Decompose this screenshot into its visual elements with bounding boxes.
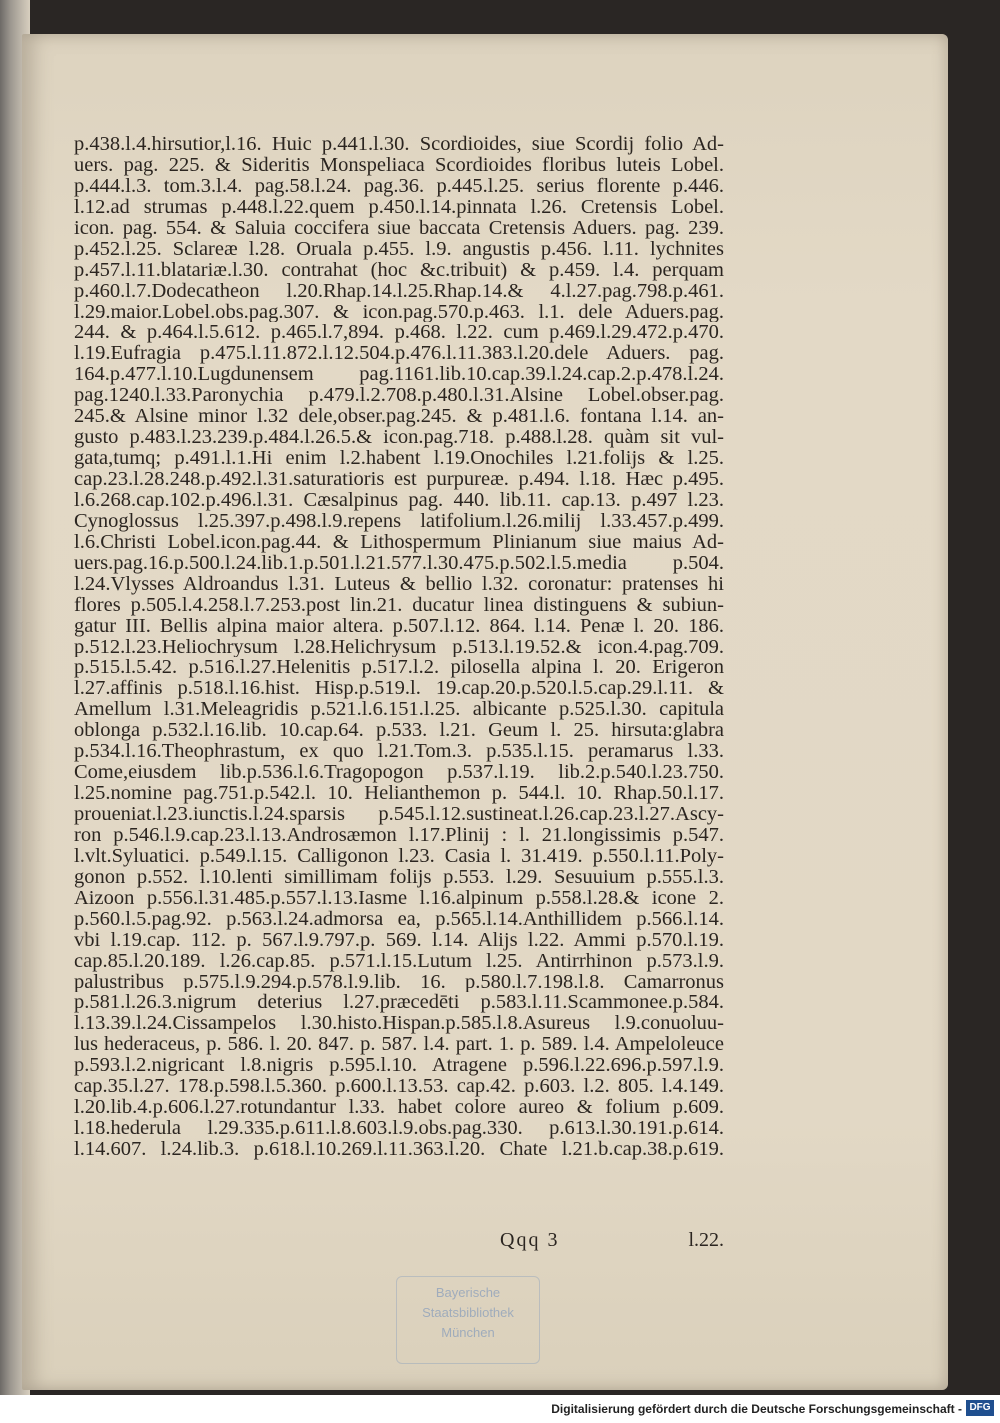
text-line: l.24.Vlysses Aldroandus l.31. Luteus & bellio l.32. coronatur: pratenses hi bbox=[74, 573, 724, 595]
stamp-line: Staatsbibliothek bbox=[422, 1305, 514, 1320]
text-line: 164.p.477.l.10.Lugdunensem pag.1161.lib.10.cap.39.l.24.cap.2.p.478.l.24. bbox=[74, 364, 724, 386]
text-line: p.452.l.25. Sclareæ l.28. Oruala p.455. l.9. angustis p.456. l.11. lychnites bbox=[74, 238, 724, 260]
library-stamp bbox=[396, 1276, 540, 1364]
text-line: l.vlt.Syluatici. p.549.l.15. Calligonon l.23. Casia l. 31.419. p.550.l.11.Poly- bbox=[74, 845, 724, 867]
stamp-line: München bbox=[441, 1325, 495, 1340]
footer-credit: Digitalisierung gefördert durch die Deutsche Forschungsgemeinschaft - bbox=[551, 1402, 962, 1416]
stamp-line: Bayerische bbox=[435, 1285, 501, 1300]
text-line: p.560.l.5.pag.92. p.563.l.24.admorsa ea, p.565.l.14.Anthillidem p.566.l.14. bbox=[74, 908, 724, 930]
text-line: Come,eiusdem lib.p.536.l.6.Tragopogon p.537.l.19. lib.2.p.540.l.23.750. bbox=[74, 762, 724, 784]
footer-bar bbox=[0, 1395, 1000, 1423]
text-line: uers.pag.16.p.500.l.24.lib.1.p.501.l.21.577.l.30.475.p.502.l.5.media p.504. bbox=[74, 552, 724, 574]
text-line: cap.35.l.27. 178.p.598.l.5.360. p.600.l.13.53. cap.42. p.603. l.2. 805. l.4.149. bbox=[74, 1076, 724, 1098]
text-line: vbi l.19.cap. 112. p. 567.l.9.797.p. 569. l.14. Alijs l.22. Ammi p.570.l.19. bbox=[74, 929, 724, 951]
text-line: gata,tumq; p.491.l.1.Hi enim l.2.habent l.19.Onochiles l.21.folijs & l.25. bbox=[74, 448, 724, 469]
text-line: l.18.hederula l.29.335.p.611.l.8.603.l.9.obs.pag.330. p.613.l.30.191.p.614. bbox=[74, 1118, 724, 1139]
text-line: cap.23.l.28.248.p.492.l.31.saturatioris est purpureæ. p.494. l.18. Hæc p.495. bbox=[74, 469, 724, 490]
text-line: 245.& Alsine minor l.32 dele,obser.pag.245. & p.481.l.6. fontana l.14. an- bbox=[74, 406, 724, 428]
text-line: l.19.Eufragia p.475.l.11.872.l.12.504.p.476.l.11.383.l.20.dele Aduers. pag. bbox=[74, 343, 724, 365]
text-line: gusto p.483.l.23.239.p.484.l.26.5.& icon.pag.718. p.488.l.28. quàm sit vul- bbox=[74, 427, 724, 449]
document-page bbox=[22, 34, 948, 1390]
text-line: p.444.l.3. tom.3.l.4. pag.58.l.24. pag.36. p.445.l.25. serius florente p.446. bbox=[74, 175, 724, 197]
catchword: l.22. bbox=[688, 1229, 724, 1251]
text-line: uers. pag. 225. & Sideritis Monspeliaca Scordioides floribus luteis Lobel. bbox=[74, 154, 724, 176]
text-line: p.581.l.26.3.nigrum deterius l.27.præcedēti p.583.l.11.Scammonee.p.584. bbox=[74, 992, 724, 1014]
text-line: p.534.l.16.Theophrastum, ex quo l.21.Tom.3. p.535.l.15. peramarus l.33. bbox=[74, 741, 724, 763]
text-line: p.593.l.2.nigricant l.8.nigris p.595.l.10. Atragene p.596.l.22.696.p.597.l.9. bbox=[74, 1055, 724, 1077]
text-line: oblonga p.532.l.16.lib. 10.cap.64. p.533. l.21. Geum l. 25. hirsuta:glabra bbox=[74, 720, 724, 742]
text-line: pag.1240.l.33.Paronychia p.479.l.2.708.p.480.l.31.Alsine Lobel.obser.pag. bbox=[74, 385, 724, 407]
text-line: icon. pag. 554. & Saluia coccifera siue baccata Cretensis Aduers. pag. 239. bbox=[74, 217, 724, 239]
text-line: l.6.268.cap.102.p.496.l.31. Cæsalpinus pag. 440. lib.11. cap.13. p.497 l.23. bbox=[74, 489, 724, 511]
text-line: p.460.l.7.Dodecatheon l.20.Rhap.14.l.25.Rhap.14.& 4.l.27.pag.798.p.461. bbox=[74, 280, 724, 302]
page-foot-line bbox=[74, 1229, 724, 1253]
text-line: l.27.affinis p.518.l.16.hist. Hisp.p.519.l. 19.cap.20.p.520.l.5.cap.29.l.11. & bbox=[74, 678, 724, 700]
index-text-block bbox=[74, 134, 724, 1160]
text-line: proueniat.l.23.iunctis.l.24.sparsis p.545.l.12.sustineat.l.26.cap.23.l.27.Ascy- bbox=[74, 804, 724, 825]
text-line: p.512.l.23.Heliochrysum l.28.Helichrysum p.513.l.19.52.& icon.4.pag.709. bbox=[74, 636, 724, 658]
text-line: l.29.maior.Lobel.obs.pag.307. & icon.pag.570.p.463. l.1. dele Aduers.pag. bbox=[74, 301, 724, 323]
text-line: l.25.nomine pag.751.p.542.l. 10. Helianthemon p. 544.l. 10. Rhap.50.l.17. bbox=[74, 783, 724, 804]
text-line: lus hederaceus, p. 586. l. 20. 847. p. 587. l.4. part. 1. p. 589. l.4. Ampeloleuce bbox=[74, 1034, 724, 1056]
text-line: Cynoglossus l.25.397.p.498.l.9.repens latifolium.l.26.milij l.33.457.p.499. bbox=[74, 510, 724, 532]
text-line: p.457.l.11.blatariæ.l.30. contrahat (hoc &c.tribuit) & p.459. l.4. perquam bbox=[74, 259, 724, 281]
text-line: palustribus p.575.l.9.294.p.578.l.9.lib. 16. p.580.l.7.198.l.8. Camarronus bbox=[74, 971, 724, 993]
text-line: flores p.505.l.4.258.l.7.253.post lin.21. ducatur linea distinguens & subiun- bbox=[74, 594, 724, 616]
text-line: gonon p.552. l.10.lenti simillimam folijs p.553. l.29. Sesuuium p.555.l.3. bbox=[74, 866, 724, 888]
text-line: p.515.l.5.42. p.516.l.27.Helenitis p.517.l.2. pilosella alpina l. 20. Erigeron bbox=[74, 657, 724, 679]
text-line: gatur III. Bellis alpina maior altera. p.507.l.12. 864. l.14. Penæ l. 20. 186. bbox=[74, 615, 724, 637]
text-line: l.12.ad strumas p.448.l.22.quem p.450.l.14.pinnata l.26. Cretensis Lobel. bbox=[74, 196, 724, 218]
text-line: p.438.l.4.hirsutior,l.16. Huic p.441.l.30. Scordioides, siue Scordij folio Ad- bbox=[74, 134, 724, 155]
text-line: l.14.607. l.24.lib.3. p.618.l.10.269.l.11.363.l.20. Chate l.21.b.cap.38.p.619. bbox=[74, 1139, 724, 1160]
text-line: cap.85.l.20.189. l.26.cap.85. p.571.l.15.Lutum l.25. Antirrhinon p.573.l.9. bbox=[74, 950, 724, 972]
text-line: Amellum l.31.Meleagridis p.521.l.6.151.l.25. albicante p.525.l.30. capitula bbox=[74, 699, 724, 721]
dfg-logo: DFG bbox=[966, 1400, 994, 1416]
text-line: l.13.39.l.24.Cissampelos l.30.histo.Hispan.p.585.l.8.Asureus l.9.conuoluu- bbox=[74, 1013, 724, 1035]
signature-mark: Qqq 3 bbox=[500, 1229, 560, 1251]
text-line: Aizoon p.556.l.31.485.p.557.l.13.Iasme l.16.alpinum p.558.l.28.& icone 2. bbox=[74, 887, 724, 909]
text-line: ron p.546.l.9.cap.23.l.13.Androsæmon l.17.Plinij : l. 21.longissimis p.547. bbox=[74, 824, 724, 846]
text-line: 244. & p.464.l.5.612. p.465.l.7,894. p.468. l.22. cum p.469.l.29.472.p.470. bbox=[74, 322, 724, 344]
text-line: l.20.lib.4.p.606.l.27.rotundantur l.33. habet colore aureo & folium p.609. bbox=[74, 1097, 724, 1119]
text-line: l.6.Christi Lobel.icon.pag.44. & Lithospermum Plinianum siue maius Ad- bbox=[74, 531, 724, 553]
